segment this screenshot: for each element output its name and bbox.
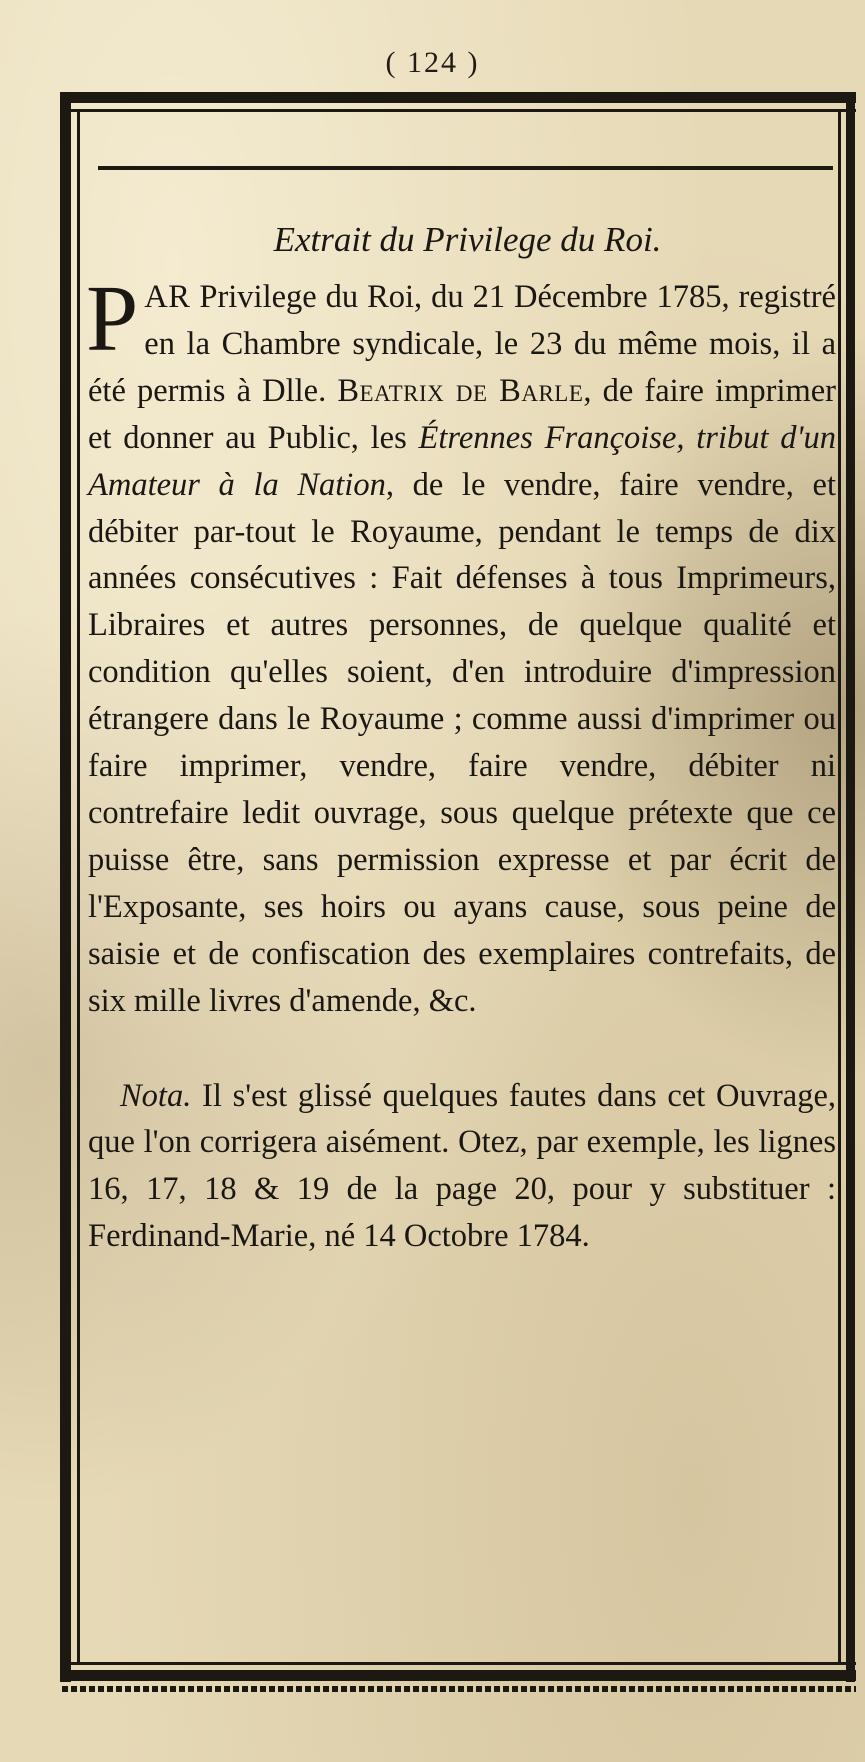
document-body: [86, 267, 837, 1260]
border-right-thin: [838, 112, 841, 1664]
border-bottom-thick: [62, 1670, 856, 1681]
nota-paragraph: [88, 1073, 836, 1261]
border-right-thick: [846, 92, 855, 1682]
nota-text: Il s'est glissé quelques fautes dans cet Ouvrage, que l'on corrigera aisément. Otez, par exemple, les lignes 16, 17, 18 & 19 de la page 20, pour y substituer : Ferdinand-Marie, né 14 Octobre 1784.: [88, 1077, 836, 1255]
border-top-thin: [62, 109, 856, 112]
beneficiary-name: Beatrix de Barle: [337, 372, 584, 409]
privilege-text-3: , de le vendre, faire vendre, et débiter par-tout le Royaume, pendant le temps de dix années consécutives : Fait défenses à tous Imprimeurs, Libraires et autres personnes, de quelque qualité et condition qu'elles soient, d'en introduire d'impression étrangere dans le Royaume ; comme aussi d'imprimer ou faire imprimer, vendre, faire vendre, débiter ni contrefaire ledit ouvrage, sous quelque prétexte que ce puisse être, sans permission expresse et par écrit de l'Exposante, ses hoirs ou ayans cause, sous peine de saisie et de confiscation des exemplaires contrefaits, de six mille livres d'amende, &c.: [88, 466, 836, 1019]
extract-title: Extrait du Privilege du Roi.: [273, 220, 662, 259]
privilege-text-2: , de faire imprimer et donner au Public, les: [88, 372, 837, 456]
drop-cap: P: [86, 267, 139, 371]
border-left-thin: [77, 112, 80, 1664]
privilege-paragraph: [86, 267, 837, 1025]
first-word-rest: AR: [144, 279, 191, 315]
border-bottom-thin: [62, 1662, 856, 1665]
privilege-text-1: Privilege du Roi, du 21 Décembre 1785, registré en la Chambre syndicale, le 23 du même mois, il a été permis à Dlle.: [88, 279, 836, 409]
border-left-thick: [60, 92, 71, 1682]
nota-label: Nota.: [120, 1077, 192, 1114]
work-title: Étrennes Françoise, tribut d'un Amateur à la Nation: [88, 419, 836, 503]
heading-rule: [98, 166, 833, 170]
border-top-thick: [62, 92, 856, 103]
page-number: ( 124 ): [385, 46, 480, 79]
border-bottom-ornament: [62, 1686, 856, 1692]
